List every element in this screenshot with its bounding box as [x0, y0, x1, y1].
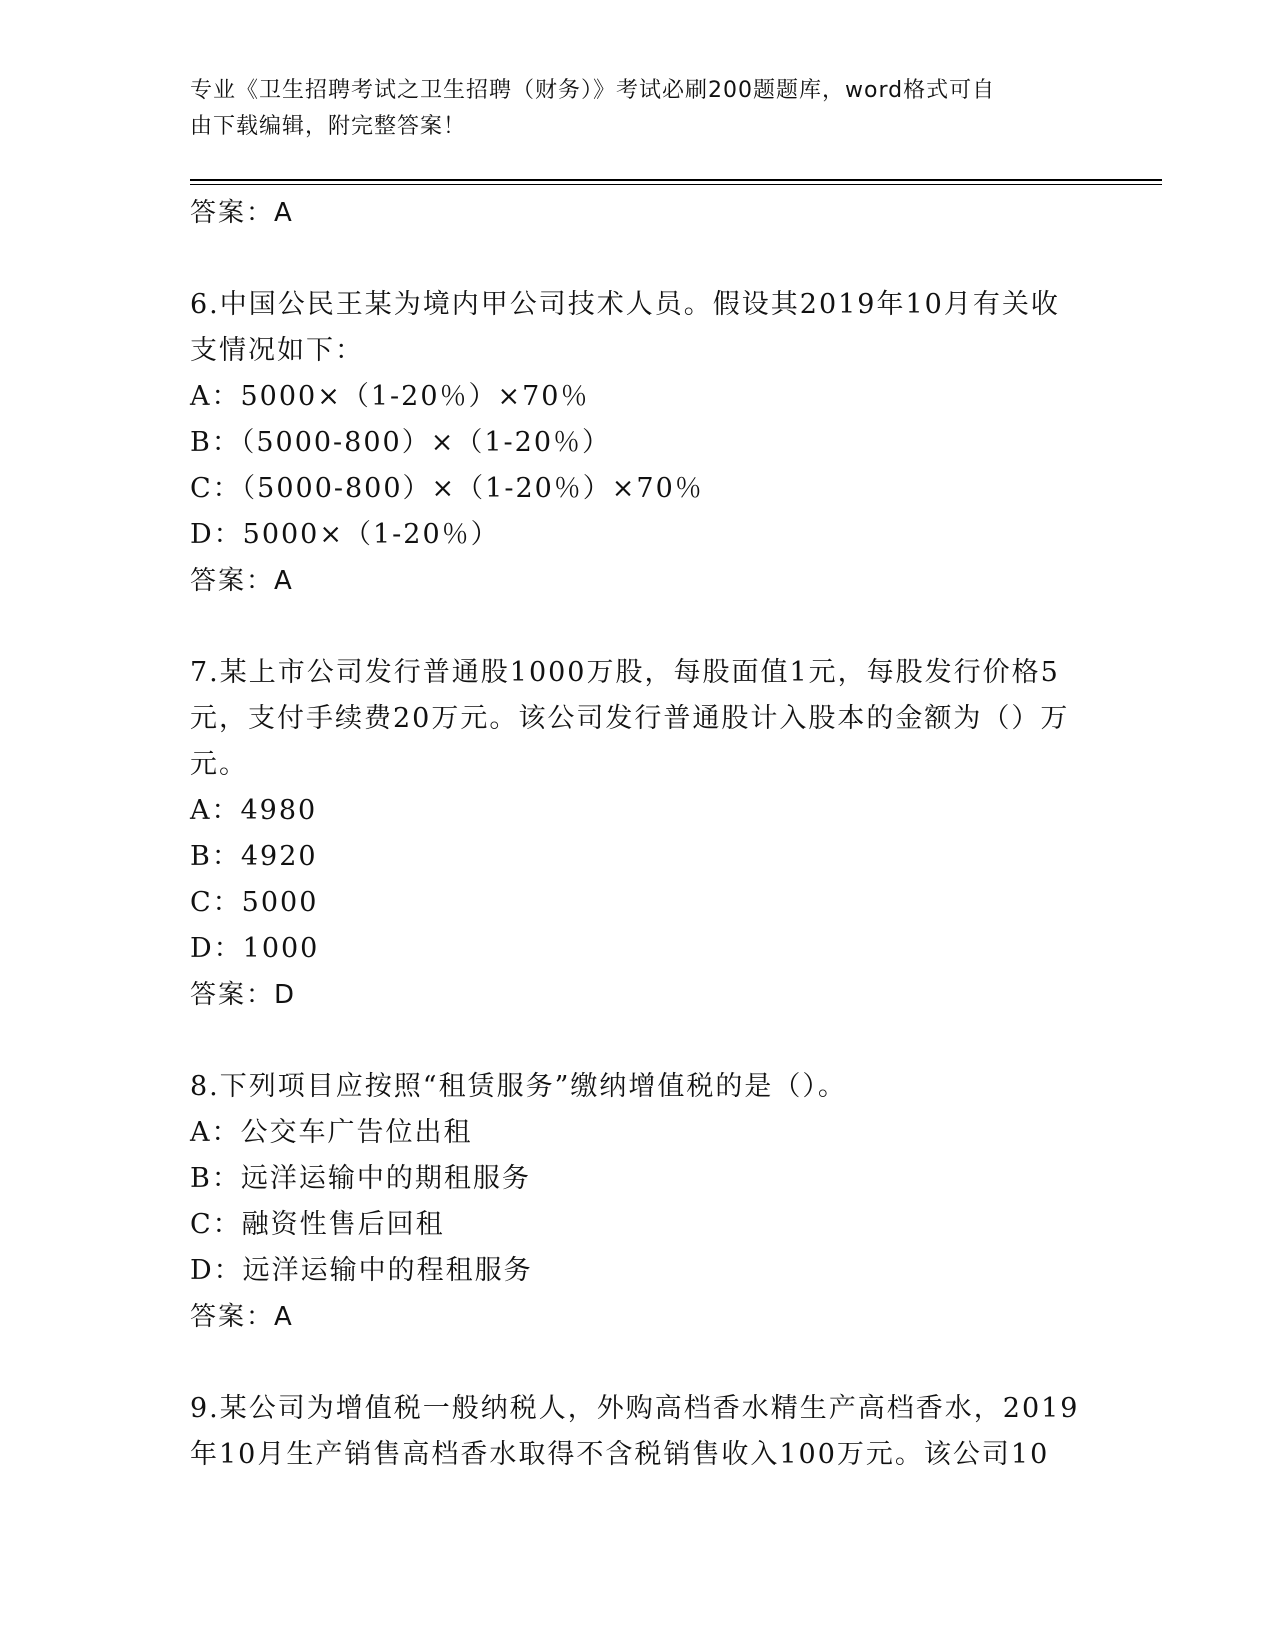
- option-a: A：公交车广告位出租: [190, 1117, 473, 1148]
- spacer: [190, 236, 1090, 282]
- option-b: B：4920: [190, 841, 318, 872]
- question-block: [190, 1064, 1090, 1340]
- question-stem: 9.某公司为增值税一般纳税人，外购高档香水精生产高档香水，2019: [190, 1393, 1080, 1424]
- spacer: [190, 1340, 1090, 1386]
- option-d: D：1000: [190, 933, 320, 964]
- answer-line: 答案：A: [190, 566, 294, 596]
- question-stem: 元。: [190, 749, 248, 780]
- question-stem: 8.下列项目应按照“租赁服务”缴纳增值税的是（）。: [190, 1071, 847, 1102]
- header-line: 专业《卫生招聘考试之卫生招聘（财务）》考试必刷200题题库，word格式可自: [190, 78, 996, 103]
- spacer: [190, 1018, 1090, 1064]
- document-body: [190, 190, 1090, 1478]
- answer-line: 答案：D: [190, 980, 297, 1010]
- option-b: B：（5000-800）×（1-20％）: [190, 427, 611, 458]
- question-stem: 年10月生产销售高档香水取得不含税销售收入100万元。该公司10: [190, 1439, 1050, 1470]
- option-d: D：远洋运输中的程租服务: [190, 1255, 533, 1286]
- question-stem: 元，支付手续费20万元。该公司发行普通股计入股本的金额为（）万: [190, 703, 1070, 734]
- question-block: [190, 282, 1090, 604]
- answer-line: 答案：A: [190, 1302, 294, 1332]
- question-block: [190, 1386, 1090, 1478]
- header-divider: [190, 179, 1162, 181]
- option-c: C：（5000-800）×（1-20％）×70％: [190, 473, 704, 504]
- header-line: 由下载编辑，附完整答案！: [190, 114, 467, 139]
- question-stem: 7.某上市公司发行普通股1000万股，每股面值1元，每股发行价格5: [190, 657, 1060, 688]
- option-b: B：远洋运输中的期租服务: [190, 1163, 531, 1194]
- answer-line: 答案：A: [190, 198, 294, 228]
- question-stem: 支情况如下：: [190, 335, 364, 366]
- option-d: D：5000×（1-20％）: [190, 519, 500, 550]
- question-block: [190, 650, 1090, 1018]
- option-c: C：5000: [190, 887, 319, 918]
- page-header: [190, 73, 1090, 145]
- option-a: A：4980: [190, 795, 318, 826]
- question-stem: 6.中国公民王某为境内甲公司技术人员。假设其2019年10月有关收: [190, 289, 1060, 320]
- option-c: C：融资性售后回租: [190, 1209, 445, 1240]
- option-a: A：5000×（1-20％）×70％: [190, 381, 590, 412]
- header-divider: [190, 184, 1162, 185]
- spacer: [190, 604, 1090, 650]
